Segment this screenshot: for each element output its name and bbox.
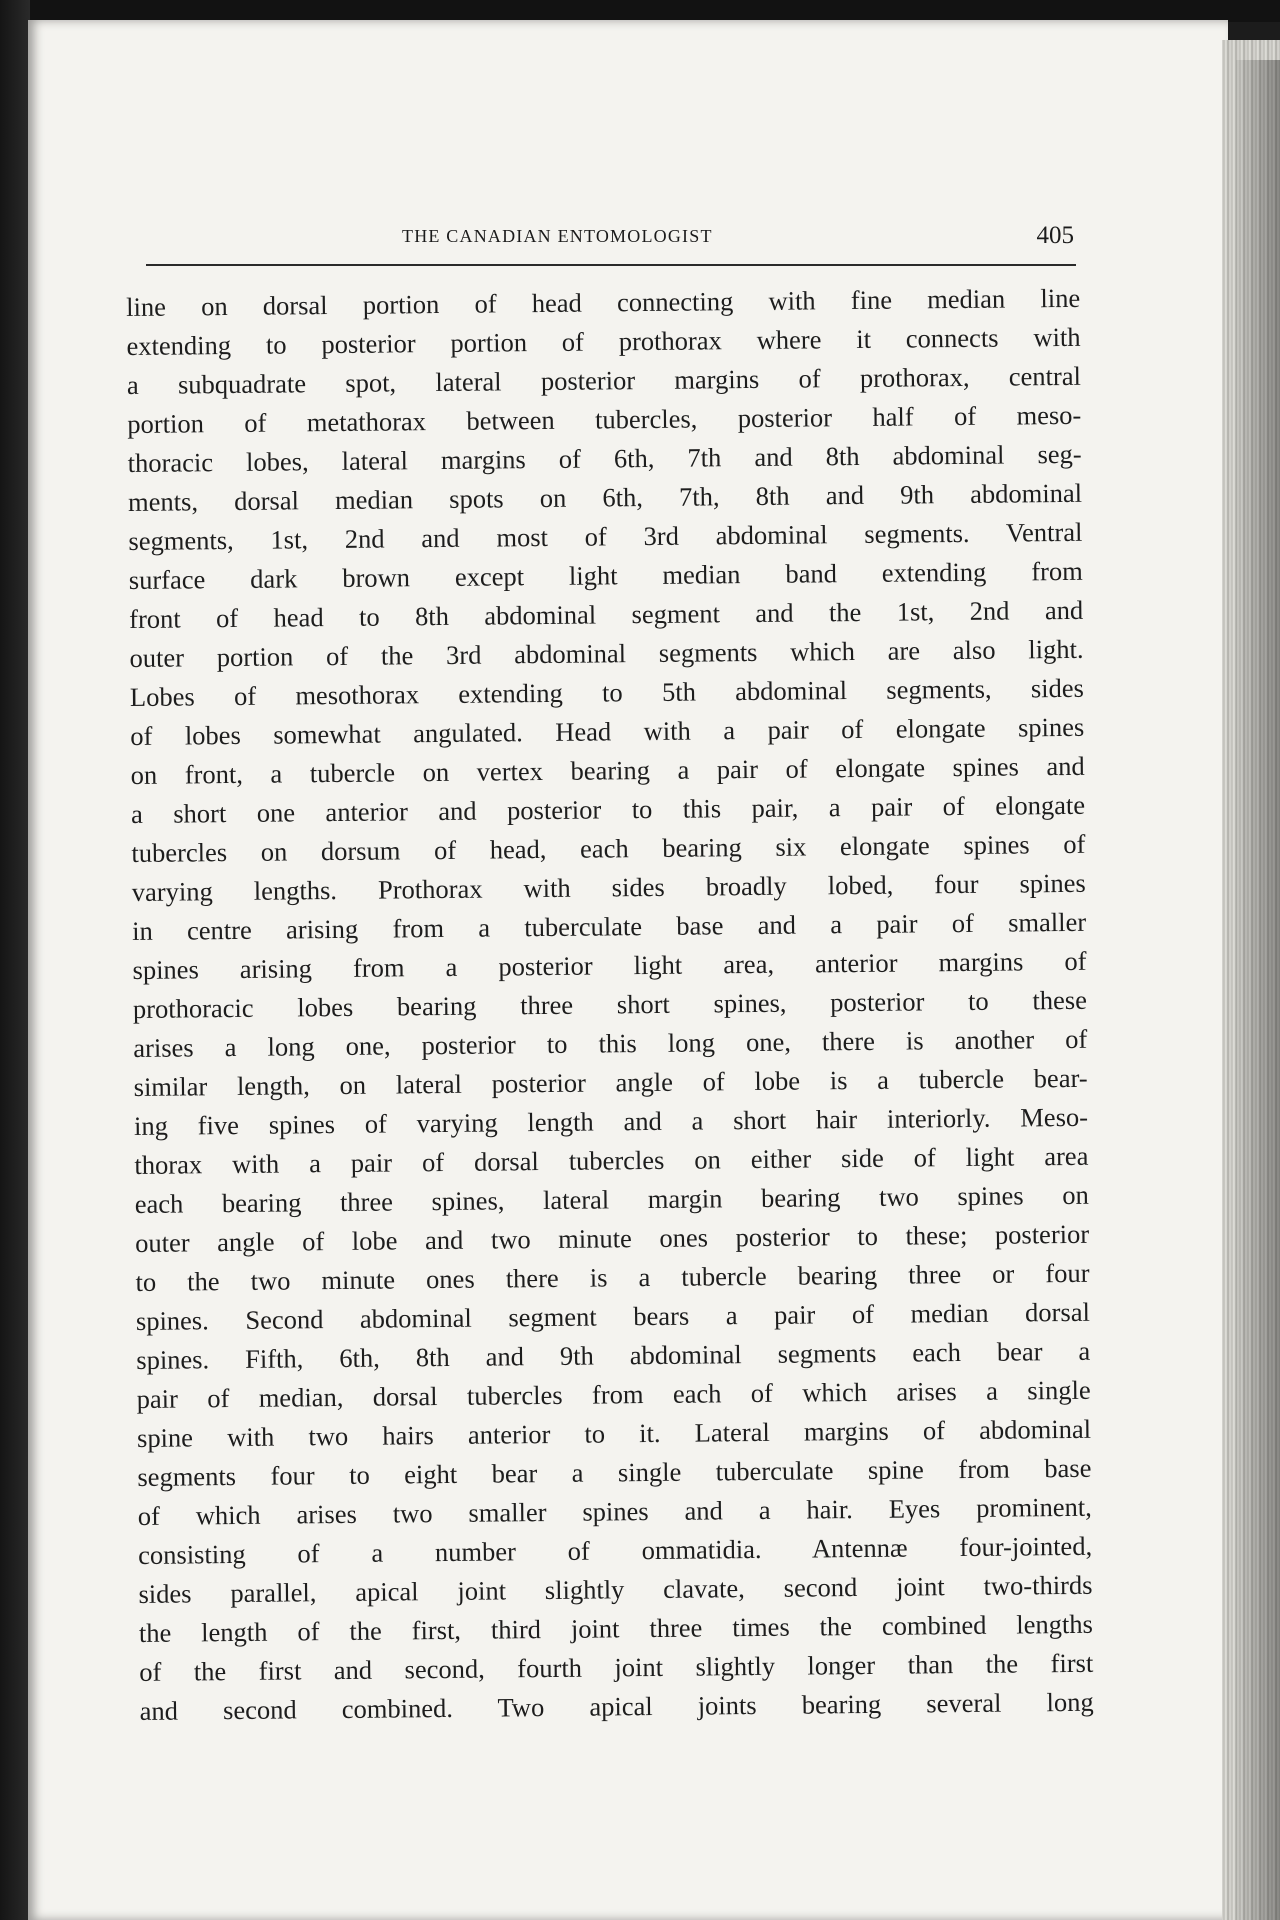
text-line: spines. Second abdominal segment bears a pair of median dorsal <box>135 1296 1091 1336</box>
text-line: line on dorsal portion of head connecting with fine median line <box>126 282 1081 322</box>
text-line: sides parallel, apical joint slightly clavate, second joint two-thirds <box>138 1569 1093 1609</box>
text-line: on front, a tubercle on vertex bearing a pair of elongate spines and <box>130 750 1085 790</box>
scan-left-border <box>0 0 30 1920</box>
text-line: thoracic lobes, lateral margins of 6th, 7th and 8th abdominal seg- <box>127 438 1082 478</box>
text-line: the length of the first, third joint three times the combined lengths <box>138 1608 1094 1648</box>
text-line: pair of median, dorsal tubercles from each of which arises a single <box>136 1374 1091 1414</box>
text-line: Lobes of mesothorax extending to 5th abdominal segments, sides <box>129 672 1085 712</box>
journal-title: THE CANADIAN ENTOMOLOGIST <box>402 226 713 246</box>
text-line: spines arising from a posterior light area, anterior margins of <box>132 945 1087 985</box>
text-line: and second combined. Two apical joints bearing several long <box>139 1686 1094 1726</box>
text-line: ing five spines of varying length and a short hair interiorly. Meso- <box>133 1101 1089 1141</box>
running-header <box>140 222 1080 258</box>
text-line: outer portion of the 3rd abdominal segments which are also light. <box>129 633 1084 673</box>
text-line: in centre arising from a tuberculate base and a pair of smaller <box>132 906 1087 946</box>
header-rule <box>146 264 1076 266</box>
text-line: segments, 1st, 2nd and most of 3rd abdominal segments. Ventral <box>128 516 1083 556</box>
page-edge-shadow <box>1236 60 1280 1920</box>
text-line: of the first and second, fourth joint slightly longer than the first <box>139 1647 1094 1687</box>
text-line: prothoracic lobes bearing three short spines, posterior to these <box>132 984 1088 1024</box>
text-line: ments, dorsal median spots on 6th, 7th, 8th and 9th abdominal <box>127 477 1083 517</box>
text-line: extending to posterior portion of prothorax where it connects with <box>126 321 1081 361</box>
text-line: spine with two hairs anterior to it. Lateral margins of abdominal <box>136 1413 1092 1453</box>
page-number: 405 <box>1036 222 1074 249</box>
text-line: segments four to eight bear a single tuberculate spine from base <box>137 1452 1092 1492</box>
text-line: a short one anterior and posterior to this pair, a pair of elongate <box>130 789 1086 829</box>
text-line: arises a long one, posterior to this long one, there is another of <box>133 1023 1088 1063</box>
body-text <box>126 279 1094 1731</box>
text-line: each bearing three spines, lateral margin bearing two spines on <box>134 1179 1089 1219</box>
text-line: to the two minute ones there is a tubercle bearing three or four <box>135 1257 1090 1297</box>
text-line: thorax with a pair of dorsal tubercles on either side of light area <box>134 1140 1089 1180</box>
text-line: of lobes somewhat angulated. Head with a pair of elongate spines <box>130 711 1085 751</box>
text-line: consisting of a number of ommatidia. Antennæ four-jointed, <box>138 1530 1093 1570</box>
scan-top-border <box>0 0 1280 22</box>
text-line: surface dark brown except light median band extending from <box>128 555 1083 595</box>
text-line: tubercles on dorsum of head, each bearing six elongate spines of <box>131 828 1086 868</box>
text-line: outer angle of lobe and two minute ones posterior to these; posterior <box>135 1218 1090 1258</box>
text-line: portion of metathorax between tubercles, posterior half of meso- <box>127 399 1082 439</box>
text-line: similar length, on lateral posterior angle of lobe is a tubercle bear- <box>133 1062 1088 1102</box>
text-line: a subquadrate spot, lateral posterior margins of prothorax, central <box>126 360 1082 400</box>
text-line: varying lengths. Prothorax with sides broadly lobed, four spines <box>131 867 1086 907</box>
text-line: spines. Fifth, 6th, 8th and 9th abdominal segments each bear a <box>136 1335 1091 1375</box>
text-line: of which arises two smaller spines and a hair. Eyes prominent, <box>137 1491 1092 1531</box>
text-line: front of head to 8th abdominal segment and the 1st, 2nd and <box>129 594 1084 634</box>
